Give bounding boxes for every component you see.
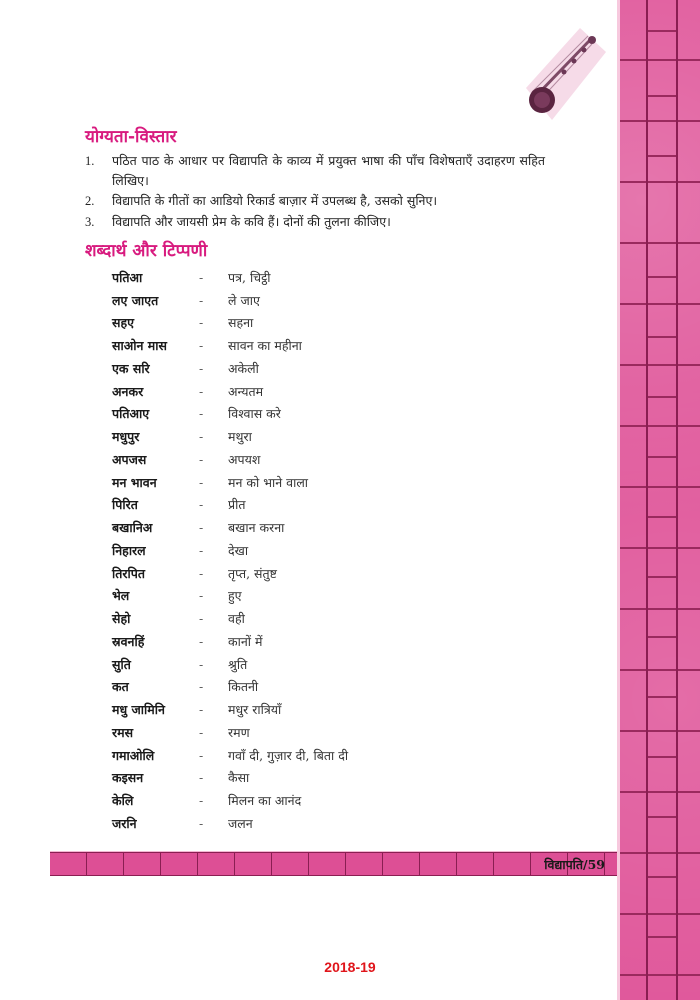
glossary-term: पिरित (112, 497, 138, 513)
list-item (85, 151, 545, 191)
mortar-line (648, 30, 676, 32)
glossary-term: स्रवनहिं (112, 633, 145, 649)
separator: - (199, 292, 204, 308)
glossary-row (112, 539, 512, 562)
mortar-line (648, 876, 676, 878)
glossary-term: मधु जामिनि (112, 702, 165, 718)
glossary-term: मधुपुर (112, 429, 140, 445)
glossary-term: सुति (112, 656, 131, 672)
glossary-meaning: मन को भाने वाला (228, 474, 309, 490)
glossary-term: सेहो (112, 611, 131, 627)
separator: - (199, 383, 204, 399)
glossary-meaning: श्रुति (228, 656, 248, 672)
separator: - (199, 815, 204, 831)
glossary-term: बखानिअ (112, 520, 153, 536)
separator: - (199, 793, 204, 809)
list-item-number: 2. (85, 194, 95, 208)
glossary-term: मन भावन (112, 474, 157, 490)
glossary-term: केलि (112, 793, 134, 809)
glossary-meaning: सहना (228, 315, 254, 331)
glossary-term: साओन मास (112, 338, 167, 354)
separator: - (199, 429, 204, 445)
mortar-line (648, 155, 676, 157)
section-title-yogyata-vistar: योग्यता-विस्तार (85, 127, 177, 147)
glossary-row (112, 425, 512, 448)
glossary-term: लए जाएत (112, 292, 159, 308)
glossary-row (112, 289, 512, 312)
glossary-row (112, 767, 512, 790)
separator: - (199, 679, 204, 695)
mortar-line (648, 396, 676, 398)
glossary-meaning: गवाँ दी, गुज़ार दी, बिता दी (228, 747, 349, 763)
list-item-text: विद्यापति के गीतों का आडियो रिकार्ड बाज़ार में उपलब्ध है, उसको सुनिए। (112, 193, 438, 208)
separator: - (199, 315, 204, 331)
glossary-row (112, 266, 512, 289)
mortar-line (648, 636, 676, 638)
glossary-row (112, 585, 512, 608)
list-item (85, 191, 545, 211)
glossary-meaning: वही (228, 611, 245, 627)
list-item-text: विद्यापति और जायसी प्रेम के कवि हैं। दोनों की तुलना कीजिए। (112, 214, 391, 229)
mortar-line (648, 756, 676, 758)
separator: - (199, 565, 204, 581)
glossary-term: तिरपित (112, 565, 145, 581)
separator: - (199, 360, 204, 376)
glossary-row (112, 448, 512, 471)
glossary-meaning: मधुर रात्रियाँ (228, 702, 282, 718)
separator: - (199, 724, 204, 740)
mortar-line (648, 336, 676, 338)
glossary-term: रमस (112, 724, 134, 740)
glossary-meaning: सावन का महीना (228, 338, 302, 354)
glossary-meaning: देखा (228, 542, 249, 558)
border-edge (617, 0, 620, 1000)
glossary-term: कइसन (112, 770, 144, 786)
glossary-meaning: जलन (228, 815, 253, 831)
glossary-term: जरनि (112, 815, 137, 831)
separator: - (199, 338, 204, 354)
glossary-meaning: विश्वास करे (228, 406, 281, 422)
glossary-row (112, 380, 512, 403)
list-item-text: पठित पाठ के आधार पर विद्यापति के काव्य में प्रयुक्त भाषा की पाँच विशेषताएँ उदाहरण सहित लिखिए। (112, 153, 545, 188)
running-title-page-number: विद्यापति/59 (544, 857, 605, 872)
separator: - (199, 588, 204, 604)
glossary-row (112, 630, 512, 653)
separator: - (199, 633, 204, 649)
glossary-row (112, 562, 512, 585)
glossary-term: पतिआ (112, 269, 143, 285)
mortar-line (648, 576, 676, 578)
glossary-term: पतिआए (112, 406, 150, 422)
glossary-row (112, 744, 512, 767)
veena-icon (522, 28, 606, 120)
glossary-meaning: हुए (228, 588, 242, 604)
separator: - (199, 542, 204, 558)
glossary-row (112, 357, 512, 380)
mortar-line (648, 276, 676, 278)
separator: - (199, 406, 204, 422)
glossary-row (112, 653, 512, 676)
glossary-row (112, 676, 512, 699)
glossary-term: कत (112, 679, 129, 695)
mortar-line (648, 696, 676, 698)
glossary-term: सहए (112, 315, 135, 331)
glossary-meaning: मिलन का आनंद (228, 793, 302, 809)
glossary-row (112, 403, 512, 426)
glossary-meaning: अकेली (228, 360, 259, 376)
glossary-row (112, 516, 512, 539)
separator: - (199, 269, 204, 285)
separator: - (199, 656, 204, 672)
mortar-line (648, 936, 676, 938)
separator: - (199, 474, 204, 490)
glossary-meaning: अन्यतम (228, 383, 264, 399)
glossary-row (112, 312, 512, 335)
glossary-meaning: बखान करना (228, 520, 285, 536)
separator: - (199, 497, 204, 513)
edition-year: 2018-19 (324, 959, 376, 975)
glossary-term: अपजस (112, 451, 147, 467)
section-title-shabdarth-tippani: शब्दार्थ और टिप्पणी (85, 241, 208, 261)
glossary-list (112, 266, 512, 835)
separator: - (199, 770, 204, 786)
separator: - (199, 520, 204, 536)
glossary-meaning: पत्र, चिट्ठी (228, 269, 271, 285)
glossary-meaning: मथुरा (228, 429, 252, 445)
glossary-term: अनकर (112, 383, 144, 399)
list-item-number: 1. (85, 154, 95, 168)
glossary-row (112, 812, 512, 835)
list-item-number: 3. (85, 215, 95, 229)
separator: - (199, 702, 204, 718)
glossary-meaning: रमण (228, 724, 250, 740)
mortar-line (648, 516, 676, 518)
glossary-row (112, 607, 512, 630)
footer-brick-band (50, 851, 617, 876)
glossary-row (112, 698, 512, 721)
glossary-meaning: कैसा (228, 770, 250, 786)
glossary-row (112, 334, 512, 357)
glossary-term: निहारल (112, 542, 146, 558)
glossary-meaning: तृप्त, संतुष्ट (228, 565, 277, 581)
glossary-meaning: कितनी (228, 679, 259, 695)
glossary-row (112, 471, 512, 494)
list-item (85, 212, 545, 232)
glossary-row (112, 721, 512, 744)
separator: - (199, 611, 204, 627)
separator: - (199, 451, 204, 467)
separator: - (199, 747, 204, 763)
decorative-brick-border (617, 0, 700, 1000)
glossary-meaning: कानों में (228, 633, 263, 649)
glossary-row (112, 789, 512, 812)
glossary-term: भेल (112, 588, 130, 604)
glossary-term: एक सरि (112, 360, 150, 376)
mortar-line (648, 816, 676, 818)
mortar-line (648, 456, 676, 458)
glossary-meaning: अपयश (228, 451, 261, 467)
mortar-line (648, 95, 676, 97)
glossary-row (112, 494, 512, 517)
glossary-term: गमाओलि (112, 747, 155, 763)
glossary-meaning: प्रीत (228, 497, 246, 513)
glossary-meaning: ले जाए (228, 292, 260, 308)
